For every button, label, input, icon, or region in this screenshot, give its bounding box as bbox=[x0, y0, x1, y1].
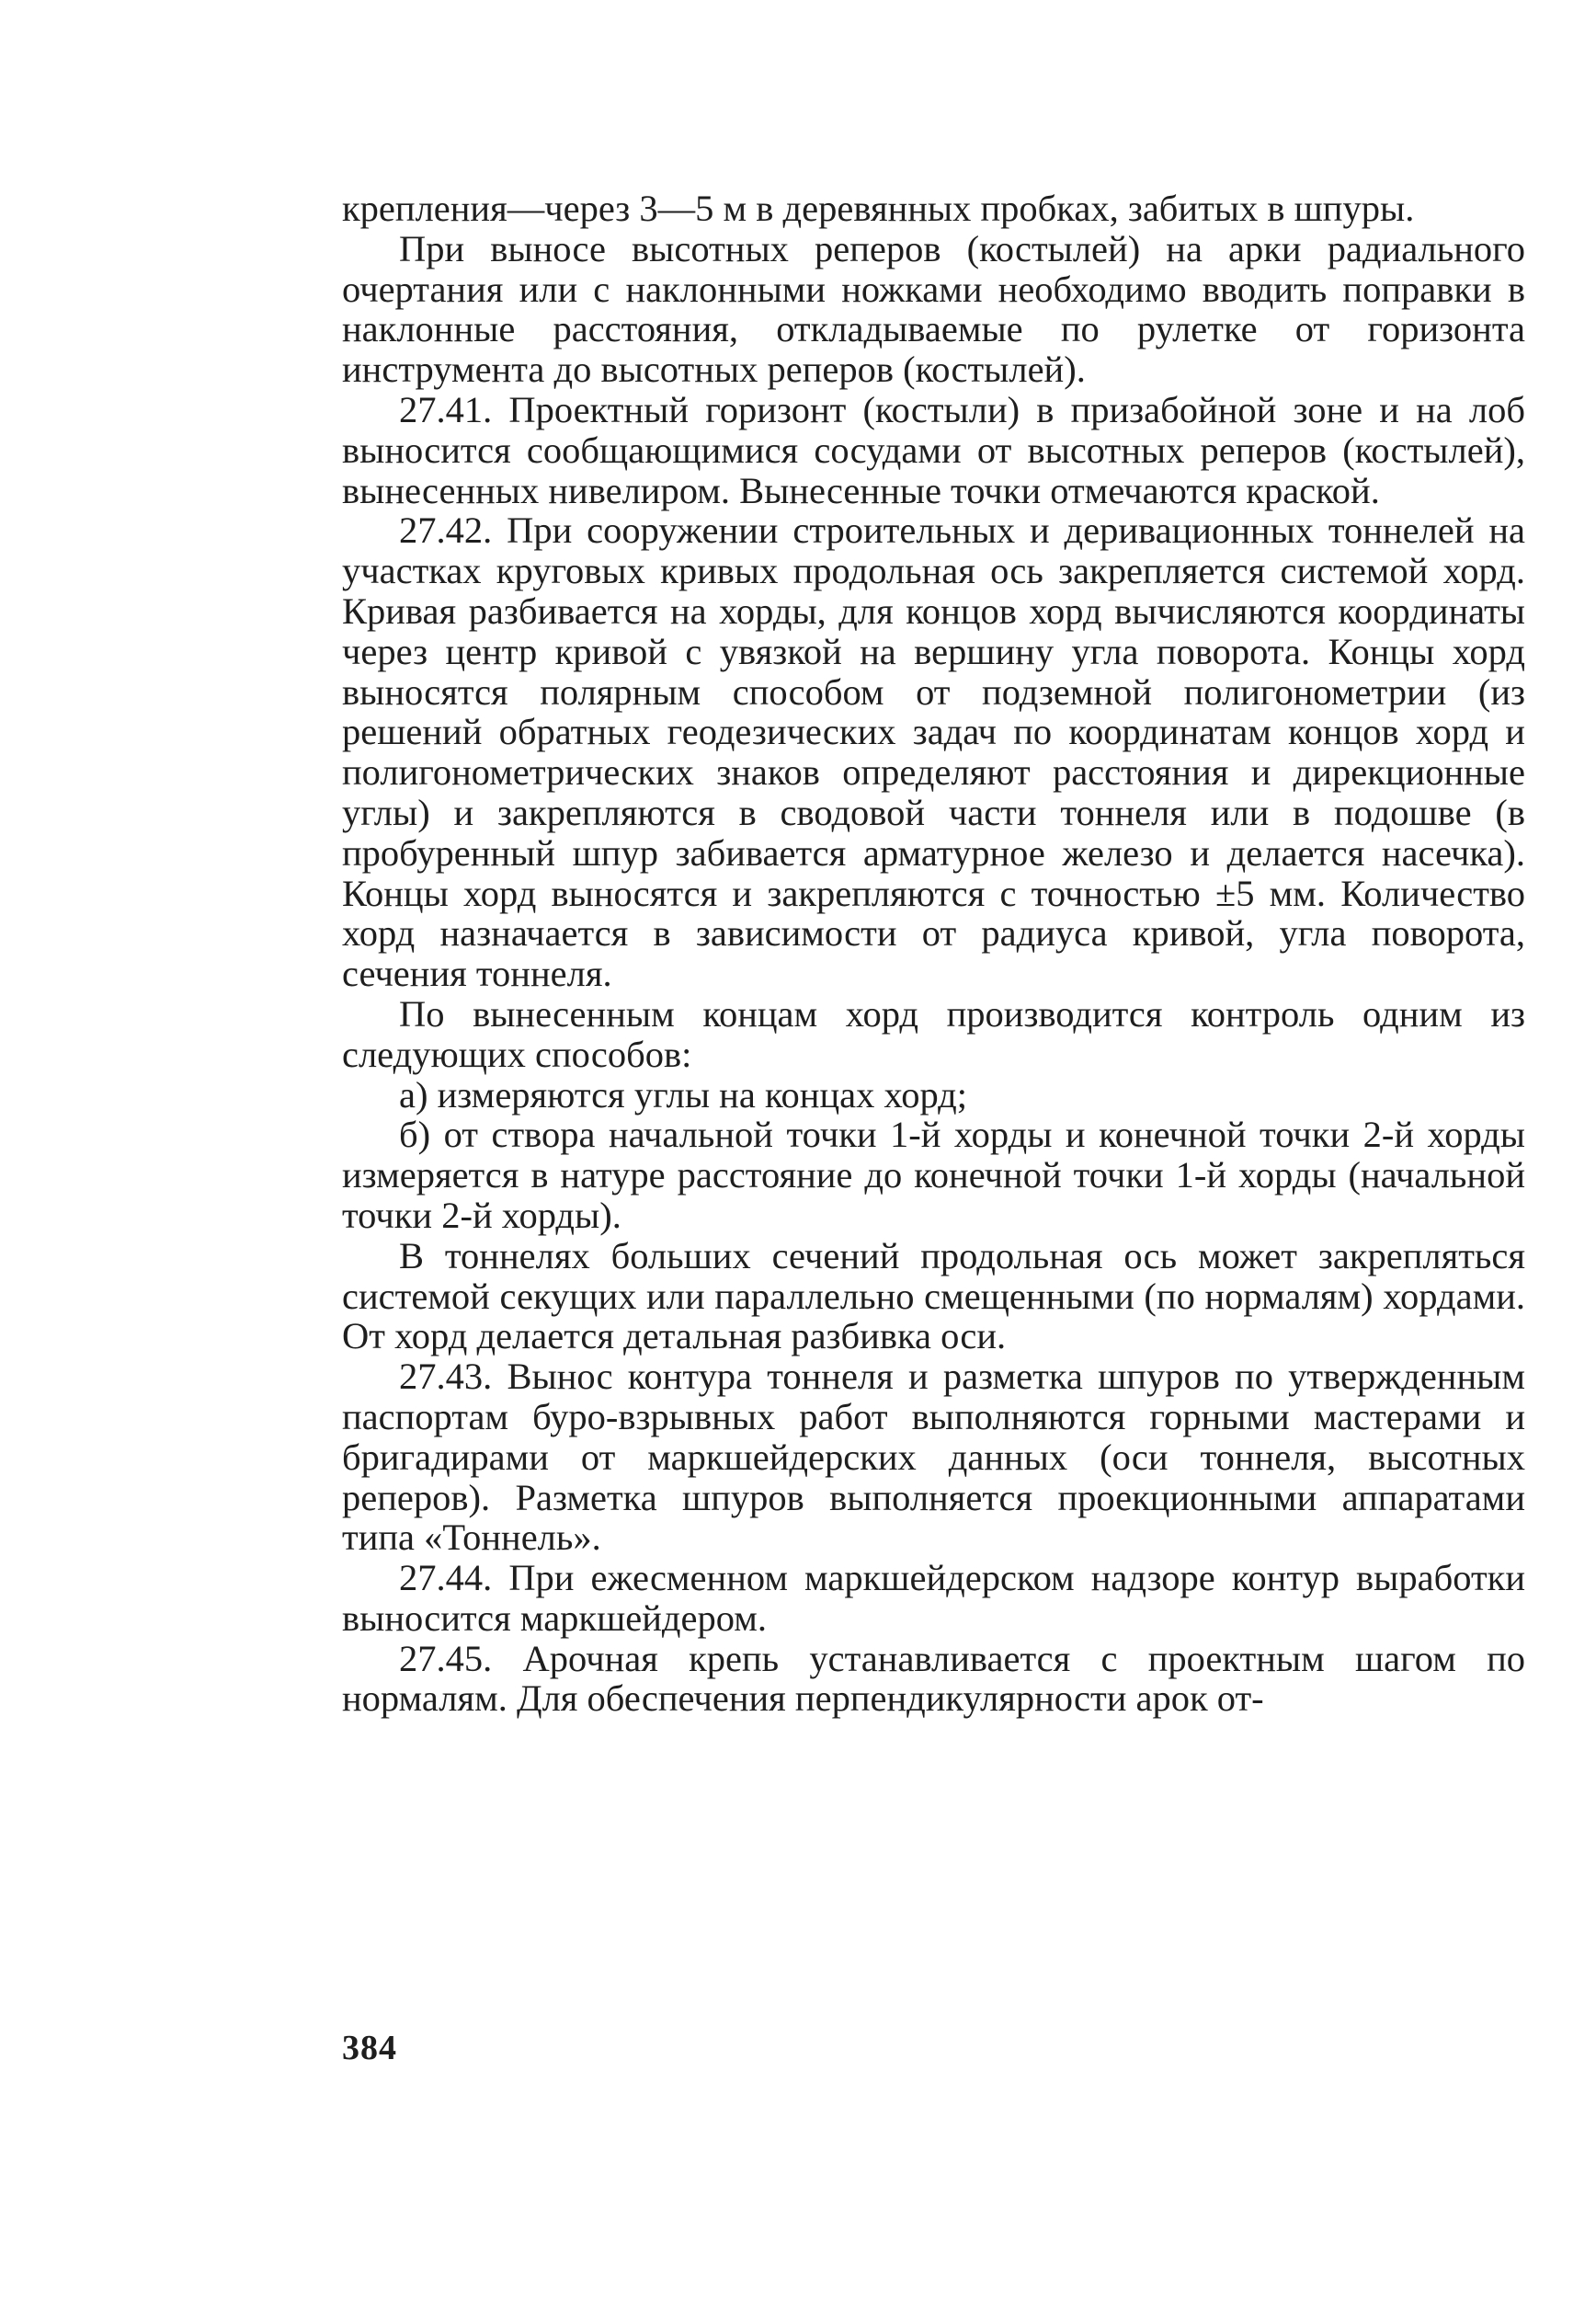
paragraph-27-44: 27.44. При ежесменном маркшейдерском надзоре контур выработки выносится маркшейдером. bbox=[342, 1557, 1525, 1639]
paragraph: крепления—через 3—5 м в деревянных пробках, забитых в шпуры. bbox=[342, 188, 1415, 229]
list-item-a: а) измеряются углы на концах хорд; bbox=[399, 1073, 968, 1116]
paragraph-27-43: 27.43. Вынос контура тоннеля и разметка шпуров по утвержденным паспортам буро-взрывных работ выполняются горными мастерами и бригадирами от маркшейдерских данных (оси тоннеля, высотных реперов). Разметка шпуров выполняется проекционными аппаратами типа «Тоннель». bbox=[342, 1356, 1525, 1559]
page-number: 384 bbox=[342, 2029, 397, 2067]
paragraph-27-45: 27.45. Арочная крепь устанавливается с проектным шагом по нормалям. Для обеспечения перпендикулярности арок от- bbox=[342, 1637, 1525, 1720]
document-body bbox=[342, 189, 1525, 1719]
paragraph-27-41: 27.41. Проектный горизонт (костыли) в призабойной зоне и на лоб выносится сообщающимися сосудами от высотных реперов (костылей), вынесенных нивелиром. Вынесенные точки отмечаются краской. bbox=[342, 388, 1525, 511]
paragraph: По вынесенным концам хорд производится контроль одним из следующих способов: bbox=[342, 992, 1525, 1075]
paragraph: В тоннелях больших сечений продольная ось может закрепляться системой секущих или параллельно смещенными (по нормалям) хордами. От хорд делается детальная разбивка оси. bbox=[342, 1234, 1525, 1357]
list-item-b: б) от створа начальной точки 1-й хорды и конечной точки 2-й хорды измеряется в натуре расстояние до конечной точки 1-й хорды (начальной точки 2-й хорды). bbox=[342, 1114, 1525, 1236]
paragraph-27-42: 27.42. При сооружении строительных и деривационных тоннелей на участках круговых кривых продольная ось закрепляется системой хорд. Кривая разбивается на хорды, для концов хорд вычисляются координаты через центр кривой с увязкой на вершину угла поворота. Концы хорд выносятся полярным способом от подземной полигонометрии (из решений обратных геодезических задач по координатам концов хорд и полигонометрических знаков определяют расстояния и дирекционные углы) и закрепляются в сводовой части тоннеля или в подошве (в пробуренный шпур забивается арматурное железо и делается насечка). Концы хорд выносятся и закрепляются с точностью ±5 мм. Количество хорд назначается в зависимости от радиуса кривой, угла поворота, сечения тоннеля. bbox=[342, 509, 1525, 995]
paragraph: При выносе высотных реперов (костылей) на арки радиального очертания или с наклонными ножками необходимо вводить поправки в наклонные расстояния, откладываемые по рулетке от горизонта инструмента до высотных реперов (костылей). bbox=[342, 227, 1525, 391]
